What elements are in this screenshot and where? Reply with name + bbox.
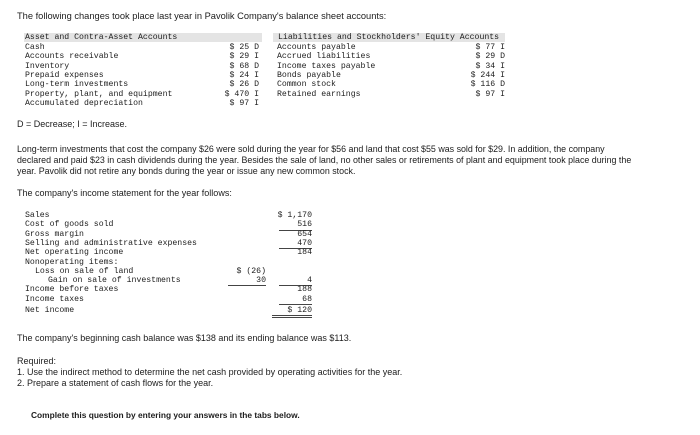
asset-row xyxy=(24,62,262,71)
account-change: $ 25 D xyxy=(229,43,259,52)
account-name: Accumulated depreciation xyxy=(25,98,143,108)
account-change: $ 29 I xyxy=(229,52,259,62)
account-change: $ 97 I xyxy=(475,89,505,99)
asset-row xyxy=(24,80,262,89)
liability-row xyxy=(273,71,505,80)
asset-row xyxy=(24,43,262,52)
is-label: Income before taxes xyxy=(25,285,119,295)
liability-row xyxy=(273,52,505,61)
is-col2: 184 xyxy=(297,248,312,258)
account-change: $ 244 I xyxy=(470,70,505,80)
account-change: $ 116 D xyxy=(470,80,505,90)
is-label: Sales xyxy=(25,211,50,220)
required-item: 1. Use the indirect method to determine the net cash provided by operating activities for the year. xyxy=(17,367,403,377)
account-change: $ 68 D xyxy=(229,61,259,71)
liability-row xyxy=(273,90,505,99)
account-name: Prepaid expenses xyxy=(25,70,104,80)
asset-row xyxy=(24,99,262,108)
asset-row xyxy=(24,90,262,99)
account-name: Cash xyxy=(25,43,45,52)
liability-row xyxy=(273,80,505,89)
is-label: Net income xyxy=(25,306,75,315)
account-change: $ 470 I xyxy=(224,89,259,99)
is-col1: 30 xyxy=(228,276,266,286)
account-name: Long-term investments xyxy=(25,80,129,90)
income-intro: The company's income statement for the year follows: xyxy=(17,188,232,198)
is-label: Loss on sale of land xyxy=(35,266,134,276)
is-col2: 68 xyxy=(279,295,312,305)
account-name: Common stock xyxy=(277,80,336,90)
is-col2: $ 120 xyxy=(272,306,312,318)
account-name: Bonds payable xyxy=(277,70,341,80)
account-change: $ 26 D xyxy=(229,80,259,90)
is-label: Gross margin xyxy=(25,229,84,239)
account-name: Accrued liabilities xyxy=(277,52,371,62)
account-change: $ 34 I xyxy=(475,61,505,71)
liability-row xyxy=(273,43,505,52)
required-heading: Required: xyxy=(17,356,57,366)
is-label: Nonoperating items: xyxy=(25,257,119,267)
account-change: $ 97 I xyxy=(229,98,259,108)
liability-row xyxy=(273,62,505,71)
account-name: Retained earnings xyxy=(277,89,361,99)
account-name: Accounts receivable xyxy=(25,52,119,62)
asset-row xyxy=(24,71,262,80)
liability-accounts-header: Liabilities and Stockholders' Equity Accounts xyxy=(278,33,500,42)
cash-balance-note: The company's beginning cash balance was $138 and its ending balance was $113. xyxy=(17,333,352,343)
account-name: Inventory xyxy=(25,61,70,71)
is-col2: 470 xyxy=(279,239,312,249)
is-label: Income taxes xyxy=(25,294,84,304)
account-name: Property, plant, and equipment xyxy=(25,89,173,99)
is-col2: 188 xyxy=(297,285,312,295)
account-change: $ 29 D xyxy=(475,52,505,62)
is-label: Cost of goods sold xyxy=(25,220,114,230)
problem-paragraph: Long-term investments that cost the company $26 were sold during the year for $56 and land that cost $55 was sold for $29. In addition, the company declared and paid $23 in cash dividends during the year. Besides the sale of land, no other sales or retirements of plant and equipment took place during the year. Pavolik did not retire any bonds during the year or issue any new common stock. xyxy=(17,144,632,177)
account-change: $ 77 I xyxy=(475,43,505,52)
asset-row xyxy=(24,52,262,61)
is-col1: $ (26) xyxy=(236,266,266,276)
required-item: 2. Prepare a statement of cash flows for the year. xyxy=(17,378,214,388)
is-label: Gain on sale of investments xyxy=(48,276,181,286)
account-name: Accounts payable xyxy=(277,43,356,52)
account-name: Income taxes payable xyxy=(277,61,376,71)
is-label: Selling and administrative expenses xyxy=(25,238,197,248)
is-label: Net operating income xyxy=(25,248,124,258)
is-col2: 516 xyxy=(279,220,312,230)
is-col2: 4 xyxy=(279,276,312,286)
instructions-footer: Complete this question by entering your answers in the tabs below. xyxy=(31,410,300,420)
change-legend: D = Decrease; I = Increase. xyxy=(17,119,128,129)
asset-accounts-header: Asset and Contra-Asset Accounts xyxy=(25,33,178,42)
intro-text: The following changes took place last year in Pavolik Company's balance sheet accounts: xyxy=(17,11,387,21)
is-col2: 654 xyxy=(297,229,312,239)
is-col2: $ 1,170 xyxy=(277,211,312,220)
account-change: $ 24 I xyxy=(229,70,259,80)
